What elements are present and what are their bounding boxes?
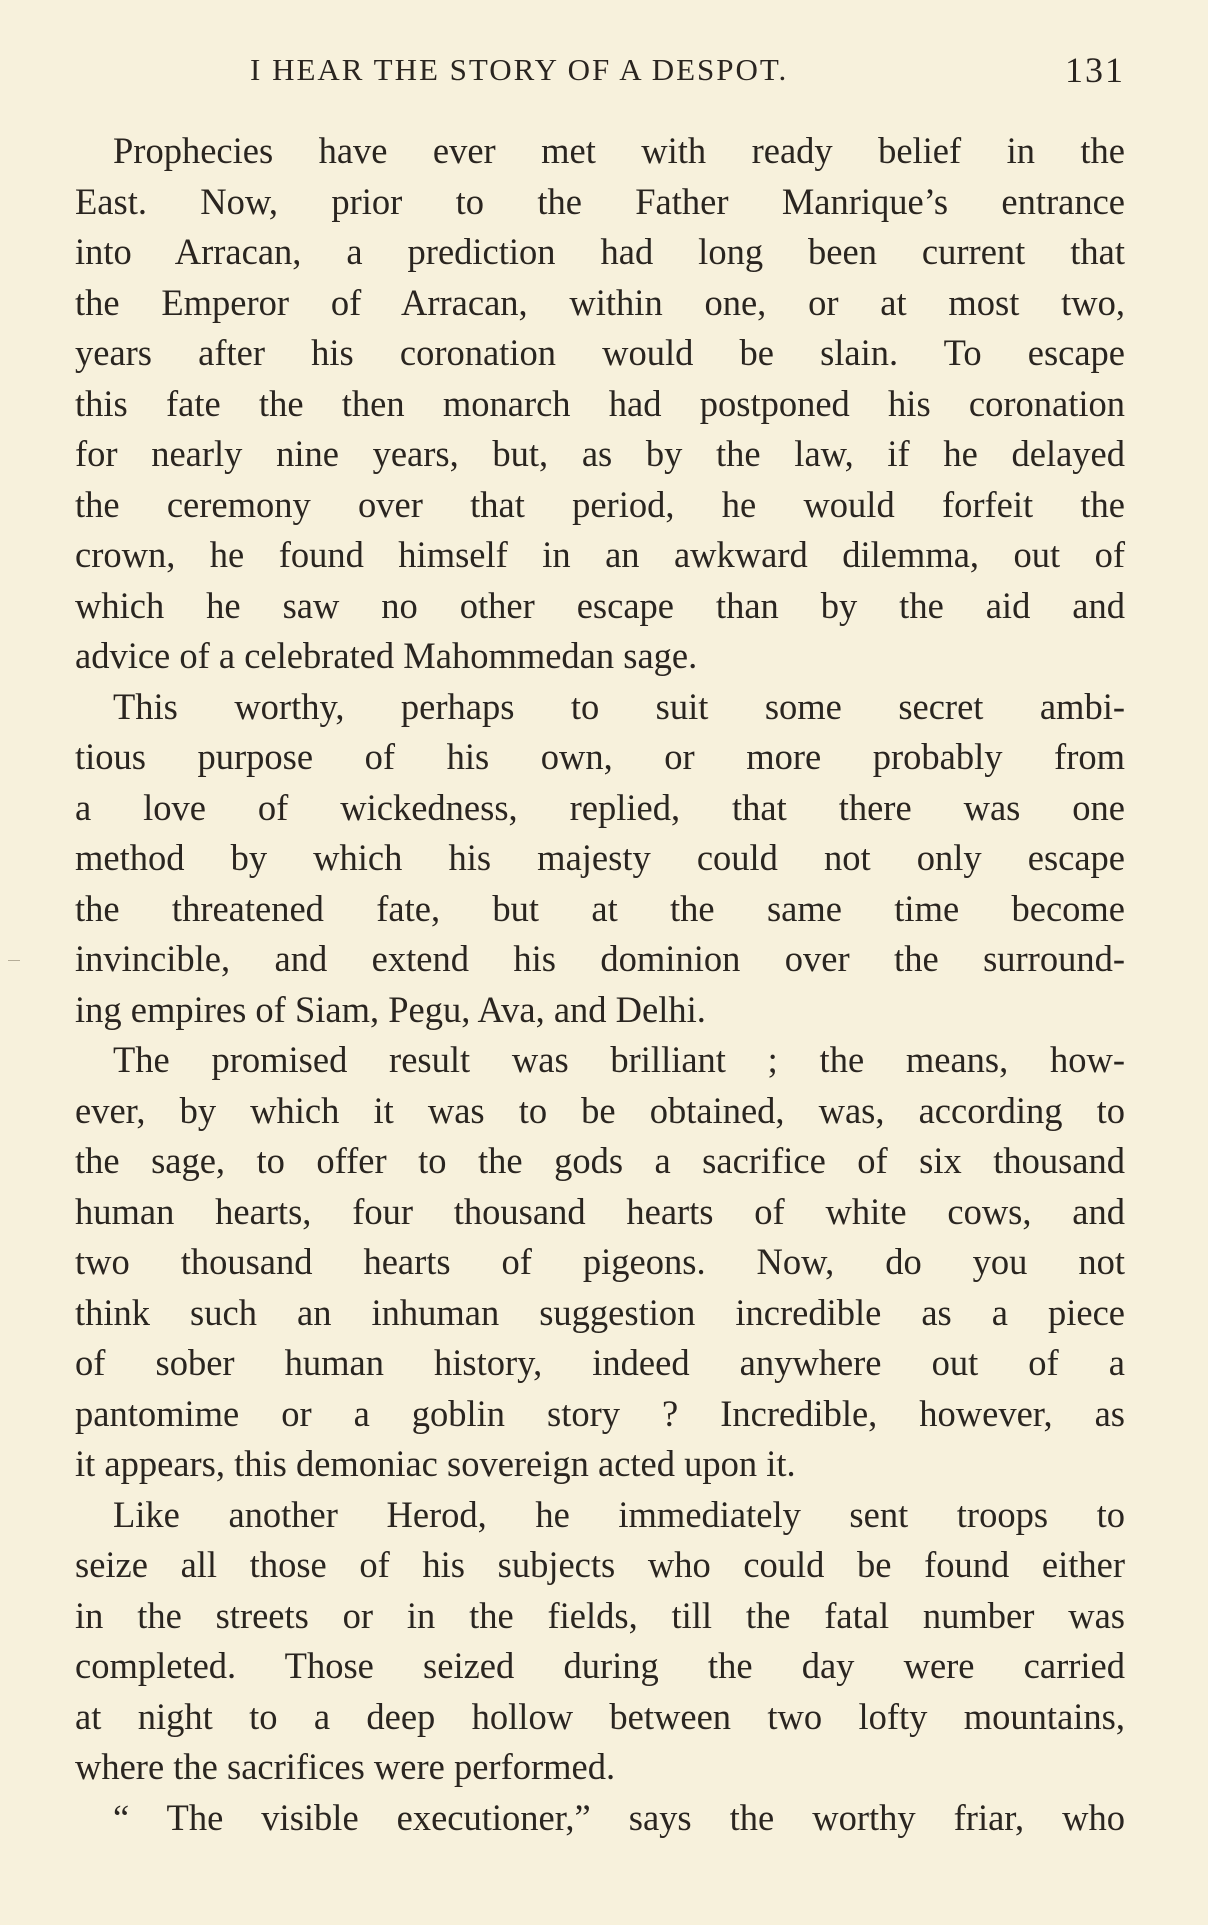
text-line: human hearts, four thousand hearts of white cows, and bbox=[75, 1190, 1125, 1232]
text-line: a love of wickedness, replied, that there was one bbox=[75, 786, 1125, 828]
text-line: of sober human history, indeed anywhere out of a bbox=[75, 1342, 1125, 1383]
text-line: This worthy, perhaps to suit some secret ambi- bbox=[113, 685, 1125, 727]
text-line: into Arracan, a prediction had long been current that bbox=[75, 231, 1125, 272]
text-line: “ The visible executioner,” says the worthy friar, who bbox=[113, 1796, 1125, 1838]
text-line: the Emperor of Arracan, within one, or at most two, bbox=[75, 281, 1125, 323]
running-head bbox=[75, 50, 1125, 100]
text-line: in the streets or in the fields, till the fatal number was bbox=[75, 1594, 1125, 1636]
text-line: think such an inhuman suggestion incredible as a piece bbox=[75, 1291, 1125, 1333]
text-line: method by which his majesty could not only escape bbox=[75, 837, 1125, 878]
text-line: the threatened fate, but at the same time become bbox=[75, 887, 1125, 929]
paragraph bbox=[75, 126, 1125, 682]
text-line: tious purpose of his own, or more probably from bbox=[75, 736, 1125, 777]
text-line: seize all those of his subjects who could be found either bbox=[75, 1544, 1125, 1585]
body-text bbox=[75, 126, 1125, 1843]
text-line: it appears, this demoniac sovereign acted upon it. bbox=[75, 1443, 796, 1484]
text-line: where the sacrifices were performed. bbox=[75, 1746, 616, 1787]
paragraph bbox=[75, 1490, 1125, 1793]
text-line: ing empires of Siam, Pegu, Ava, and Delhi. bbox=[75, 988, 706, 1030]
text-line: the ceremony over that period, he would forfeit the bbox=[75, 483, 1125, 525]
text-line: The promised result was brilliant ; the means, how- bbox=[113, 1039, 1125, 1080]
text-line: this fate the then monarch had postponed his coronation bbox=[75, 382, 1125, 424]
text-line: completed. Those seized during the day were carried bbox=[75, 1645, 1125, 1686]
text-line: years after his coronation would be slain. To escape bbox=[75, 332, 1125, 373]
text-line: which he saw no other escape than by the aid and bbox=[75, 584, 1125, 626]
text-line: the sage, to offer to the gods a sacrifice of six thousand bbox=[75, 1140, 1125, 1181]
text-line: crown, he found himself in an awkward dilemma, out of bbox=[75, 534, 1125, 575]
running-title: I HEAR THE STORY OF A DESPOT. bbox=[250, 52, 789, 87]
margin-mark bbox=[8, 960, 20, 961]
text-line: Prophecies have ever met with ready belief in the bbox=[113, 130, 1125, 171]
text-line: Like another Herod, he immediately sent troops to bbox=[113, 1493, 1125, 1535]
text-line: advice of a celebrated Mahommedan sage. bbox=[75, 635, 698, 676]
paragraph bbox=[75, 1035, 1125, 1490]
paragraph bbox=[75, 1793, 1125, 1844]
text-line: invincible, and extend his dominion over the surround- bbox=[75, 938, 1125, 979]
paragraph bbox=[75, 682, 1125, 1036]
page-number: 131 bbox=[1065, 50, 1125, 90]
text-line: ever, by which it was to be obtained, was, according to bbox=[75, 1089, 1125, 1131]
text-line: for nearly nine years, but, as by the law, if he delayed bbox=[75, 433, 1125, 474]
text-line: pantomime or a goblin story ? Incredible, however, as bbox=[75, 1392, 1125, 1434]
text-line: two thousand hearts of pigeons. Now, do you not bbox=[75, 1241, 1125, 1282]
text-line: at night to a deep hollow between two lofty mountains, bbox=[75, 1695, 1125, 1737]
text-line: East. Now, prior to the Father Manrique’s entrance bbox=[75, 180, 1125, 222]
